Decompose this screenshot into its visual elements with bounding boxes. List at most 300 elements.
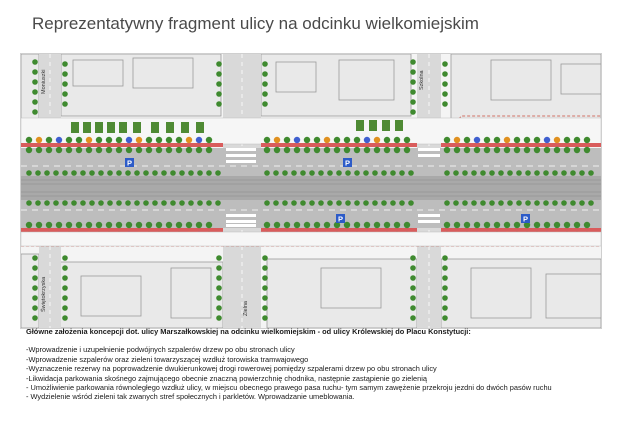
- tree: [152, 200, 158, 206]
- tree: [318, 200, 324, 206]
- tree: [96, 137, 102, 143]
- tree: [216, 101, 222, 107]
- tree: [176, 147, 182, 153]
- tree: [544, 137, 550, 143]
- tree: [197, 170, 203, 176]
- tree: [394, 137, 400, 143]
- tree: [498, 200, 504, 206]
- tree: [444, 137, 450, 143]
- tree: [96, 222, 102, 228]
- tree: [262, 71, 268, 77]
- tree: [442, 285, 448, 291]
- tree: [442, 101, 448, 107]
- tree: [345, 200, 351, 206]
- tree: [62, 255, 68, 261]
- tree: [442, 275, 448, 281]
- tree: [300, 200, 306, 206]
- tree: [206, 200, 212, 206]
- tree: [504, 137, 510, 143]
- tree: [62, 91, 68, 97]
- tree: [32, 89, 38, 95]
- tree: [66, 147, 72, 153]
- tree: [32, 315, 38, 321]
- tree: [534, 170, 540, 176]
- tree: [291, 170, 297, 176]
- tree: [146, 137, 152, 143]
- tree: [166, 222, 172, 228]
- tree: [381, 200, 387, 206]
- tree: [62, 315, 68, 321]
- tree: [274, 147, 280, 153]
- tree: [480, 200, 486, 206]
- tree: [354, 137, 360, 143]
- tree: [216, 305, 222, 311]
- tree: [384, 137, 390, 143]
- tree: [574, 137, 580, 143]
- tree: [186, 222, 192, 228]
- tree: [46, 137, 52, 143]
- tree: [216, 91, 222, 97]
- tree: [156, 147, 162, 153]
- tree: [126, 137, 132, 143]
- tree: [570, 170, 576, 176]
- tree: [364, 147, 370, 153]
- tree: [534, 222, 540, 228]
- tree: [76, 137, 82, 143]
- tree: [56, 222, 62, 228]
- tree: [206, 222, 212, 228]
- tree: [574, 222, 580, 228]
- tree: [504, 147, 510, 153]
- tree: [274, 137, 280, 143]
- tree: [494, 147, 500, 153]
- parking-badge: P: [344, 158, 351, 168]
- tree: [86, 137, 92, 143]
- tree: [384, 147, 390, 153]
- tree: [564, 147, 570, 153]
- tree: [314, 137, 320, 143]
- tree: [327, 170, 333, 176]
- tree: [554, 147, 560, 153]
- tree: [294, 147, 300, 153]
- tree: [354, 147, 360, 153]
- tree: [454, 147, 460, 153]
- tree: [489, 170, 495, 176]
- tree: [579, 170, 585, 176]
- tree: [32, 99, 38, 105]
- tree: [514, 137, 520, 143]
- tree: [484, 222, 490, 228]
- tree: [216, 265, 222, 271]
- tree: [264, 137, 270, 143]
- tree: [336, 200, 342, 206]
- tree: [46, 147, 52, 153]
- tree: [32, 285, 38, 291]
- tree: [86, 147, 92, 153]
- tree: [494, 222, 500, 228]
- tree: [197, 200, 203, 206]
- tree: [334, 147, 340, 153]
- tree: [410, 295, 416, 301]
- tree: [464, 222, 470, 228]
- tree: [166, 147, 172, 153]
- description-bullet: - Wydzielenie wśród zieleni tak zwanych stref społecznych i parkletów. Wprowadzanie umeblowania.: [26, 392, 355, 402]
- tree: [46, 222, 52, 228]
- tree: [156, 137, 162, 143]
- tree: [107, 170, 113, 176]
- tree: [314, 222, 320, 228]
- tree: [44, 170, 50, 176]
- tree: [179, 170, 185, 176]
- tree: [363, 200, 369, 206]
- tree: [262, 305, 268, 311]
- tree: [62, 71, 68, 77]
- tree: [318, 170, 324, 176]
- tree: [56, 137, 62, 143]
- tree: [324, 137, 330, 143]
- tree: [399, 200, 405, 206]
- tree: [507, 170, 513, 176]
- street-label: Szkolna: [419, 70, 425, 90]
- tree: [126, 222, 132, 228]
- parking-badge: P: [126, 158, 133, 168]
- tree: [410, 315, 416, 321]
- description-bullet: -Likwidacja parkowania skośnego zajmującego obecnie znaczną powierzchnię chodnika, następnie zastąpienie go zielenią: [26, 373, 427, 383]
- tree: [554, 137, 560, 143]
- tree: [262, 265, 268, 271]
- tree: [324, 147, 330, 153]
- tree: [282, 170, 288, 176]
- tree: [543, 170, 549, 176]
- tree: [561, 200, 567, 206]
- tree: [179, 200, 185, 206]
- tree: [262, 285, 268, 291]
- tree: [62, 265, 68, 271]
- tree: [62, 285, 68, 291]
- tree: [544, 147, 550, 153]
- tree: [36, 137, 42, 143]
- tree: [26, 222, 32, 228]
- tree: [584, 147, 590, 153]
- tree: [552, 200, 558, 206]
- tree: [215, 200, 221, 206]
- tree: [206, 170, 212, 176]
- tree: [215, 170, 221, 176]
- tree: [264, 222, 270, 228]
- street-label: Moniuszki: [41, 69, 47, 94]
- tree: [196, 137, 202, 143]
- tree: [525, 200, 531, 206]
- tree: [410, 265, 416, 271]
- tree: [372, 170, 378, 176]
- tree: [62, 305, 68, 311]
- tree: [442, 315, 448, 321]
- tree: [442, 91, 448, 97]
- parking-badge: P: [337, 214, 344, 224]
- tree: [262, 61, 268, 67]
- tree: [474, 222, 480, 228]
- tree: [394, 147, 400, 153]
- tree: [462, 200, 468, 206]
- tree: [216, 285, 222, 291]
- tree: [262, 101, 268, 107]
- tree: [364, 137, 370, 143]
- tree: [410, 79, 416, 85]
- tree: [170, 200, 176, 206]
- tree: [300, 170, 306, 176]
- tree: [354, 170, 360, 176]
- tree: [464, 137, 470, 143]
- tree: [146, 222, 152, 228]
- tree: [71, 200, 77, 206]
- tree: [32, 275, 38, 281]
- tree: [62, 275, 68, 281]
- tree: [32, 79, 38, 85]
- tree: [354, 200, 360, 206]
- tree: [80, 170, 86, 176]
- tree: [554, 222, 560, 228]
- page-title: Reprezentatywny fragment ulicy na odcinku wielkomiejskim: [32, 14, 479, 33]
- concept-description: [26, 327, 591, 402]
- parking-badge: P: [522, 214, 529, 224]
- tree: [471, 170, 477, 176]
- buildings-top: [21, 54, 601, 126]
- tree: [410, 59, 416, 65]
- tree: [444, 200, 450, 206]
- tree: [196, 222, 202, 228]
- tree: [143, 170, 149, 176]
- tree: [26, 147, 32, 153]
- tree: [216, 295, 222, 301]
- tree: [474, 137, 480, 143]
- tree: [62, 81, 68, 87]
- tree: [410, 99, 416, 105]
- tree: [294, 137, 300, 143]
- tree: [71, 170, 77, 176]
- tree: [543, 200, 549, 206]
- tree: [552, 170, 558, 176]
- tree: [32, 59, 38, 65]
- tree: [410, 89, 416, 95]
- tree: [442, 295, 448, 301]
- tree: [80, 200, 86, 206]
- tree: [404, 137, 410, 143]
- tree: [216, 315, 222, 321]
- tree: [66, 222, 72, 228]
- tree: [327, 200, 333, 206]
- tree: [294, 222, 300, 228]
- tree: [262, 81, 268, 87]
- tree: [262, 275, 268, 281]
- tree: [89, 170, 95, 176]
- tree: [408, 200, 414, 206]
- tree: [374, 222, 380, 228]
- tree: [32, 255, 38, 261]
- street-label: Świętokrzyska: [41, 276, 47, 312]
- tree: [116, 170, 122, 176]
- tree: [284, 222, 290, 228]
- tree: [35, 170, 41, 176]
- tree: [107, 200, 113, 206]
- tree: [53, 170, 59, 176]
- tree: [106, 147, 112, 153]
- tree: [579, 200, 585, 206]
- description-bullet: -Wprowadzenie i uzupełnienie podwójnych szpalerów drzew po obu stronach ulicy: [26, 345, 295, 355]
- tree: [584, 222, 590, 228]
- tree: [56, 147, 62, 153]
- tree: [524, 137, 530, 143]
- tree: [291, 200, 297, 206]
- tree: [136, 222, 142, 228]
- street-plan: [20, 53, 602, 329]
- tree: [374, 137, 380, 143]
- tree: [98, 170, 104, 176]
- tree: [274, 222, 280, 228]
- tree: [444, 147, 450, 153]
- tree: [186, 147, 192, 153]
- tree: [32, 265, 38, 271]
- tree: [106, 137, 112, 143]
- tree: [116, 222, 122, 228]
- tree: [514, 222, 520, 228]
- tree: [498, 170, 504, 176]
- tree: [36, 147, 42, 153]
- street-label: Zielna: [243, 301, 249, 316]
- tree: [363, 170, 369, 176]
- tree: [442, 255, 448, 261]
- tree: [444, 222, 450, 228]
- tree: [410, 285, 416, 291]
- tree: [36, 222, 42, 228]
- tree: [188, 170, 194, 176]
- tree: [494, 137, 500, 143]
- tree: [273, 200, 279, 206]
- tree: [26, 170, 32, 176]
- tree: [345, 170, 351, 176]
- tree: [516, 170, 522, 176]
- tree: [444, 170, 450, 176]
- tree: [408, 170, 414, 176]
- tree: [106, 222, 112, 228]
- tram-median: [21, 176, 601, 200]
- street-plan-drawing: [21, 54, 601, 328]
- tree: [176, 137, 182, 143]
- tree: [410, 109, 416, 115]
- tree: [26, 200, 32, 206]
- tree: [390, 200, 396, 206]
- tree: [143, 200, 149, 206]
- tree: [176, 222, 182, 228]
- tree: [161, 170, 167, 176]
- tree: [125, 200, 131, 206]
- tree: [186, 137, 192, 143]
- tree: [156, 222, 162, 228]
- tree: [516, 200, 522, 206]
- tree: [442, 71, 448, 77]
- tree: [264, 200, 270, 206]
- tree: [161, 200, 167, 206]
- tree: [76, 147, 82, 153]
- tree: [364, 222, 370, 228]
- tree: [62, 295, 68, 301]
- tree: [206, 137, 212, 143]
- tree: [62, 170, 68, 176]
- tree: [453, 200, 459, 206]
- tree: [309, 200, 315, 206]
- tree: [32, 295, 38, 301]
- tree: [136, 147, 142, 153]
- tree: [442, 305, 448, 311]
- tree: [372, 200, 378, 206]
- tree: [116, 147, 122, 153]
- tree: [216, 71, 222, 77]
- tree: [394, 222, 400, 228]
- tree: [564, 222, 570, 228]
- tree: [116, 200, 122, 206]
- tree: [534, 137, 540, 143]
- tree: [196, 147, 202, 153]
- tree: [166, 137, 172, 143]
- tree: [534, 200, 540, 206]
- tree: [86, 222, 92, 228]
- tree: [507, 200, 513, 206]
- tree: [216, 275, 222, 281]
- tree: [134, 170, 140, 176]
- tree: [504, 222, 510, 228]
- tree: [324, 222, 330, 228]
- tree: [374, 147, 380, 153]
- tree: [584, 137, 590, 143]
- tree: [525, 170, 531, 176]
- tree: [442, 81, 448, 87]
- tree: [62, 61, 68, 67]
- tree: [146, 147, 152, 153]
- tree: [309, 170, 315, 176]
- tree: [188, 200, 194, 206]
- tree: [170, 170, 176, 176]
- tree: [336, 170, 342, 176]
- tree: [442, 61, 448, 67]
- tree: [304, 137, 310, 143]
- tree: [410, 255, 416, 261]
- tree: [152, 170, 158, 176]
- tree: [304, 147, 310, 153]
- tree: [62, 101, 68, 107]
- tree: [98, 200, 104, 206]
- tree: [524, 147, 530, 153]
- description-heading: Główne założenia koncepcji dot. ulicy Marszałkowskiej na odcinku wielkomiejskim - od ulicy Królewskiej do Placu Konstytucji:: [26, 327, 471, 336]
- tree: [62, 200, 68, 206]
- tree: [262, 295, 268, 301]
- tree: [53, 200, 59, 206]
- tree: [26, 137, 32, 143]
- tree: [262, 255, 268, 261]
- tree: [32, 305, 38, 311]
- tree: [125, 170, 131, 176]
- tree: [588, 200, 594, 206]
- tree: [410, 275, 416, 281]
- tree: [410, 305, 416, 311]
- tree: [96, 147, 102, 153]
- tree: [471, 200, 477, 206]
- tree: [66, 137, 72, 143]
- tree: [89, 200, 95, 206]
- tree: [44, 200, 50, 206]
- tree: [116, 137, 122, 143]
- tree: [484, 147, 490, 153]
- tree: [464, 147, 470, 153]
- tree: [262, 315, 268, 321]
